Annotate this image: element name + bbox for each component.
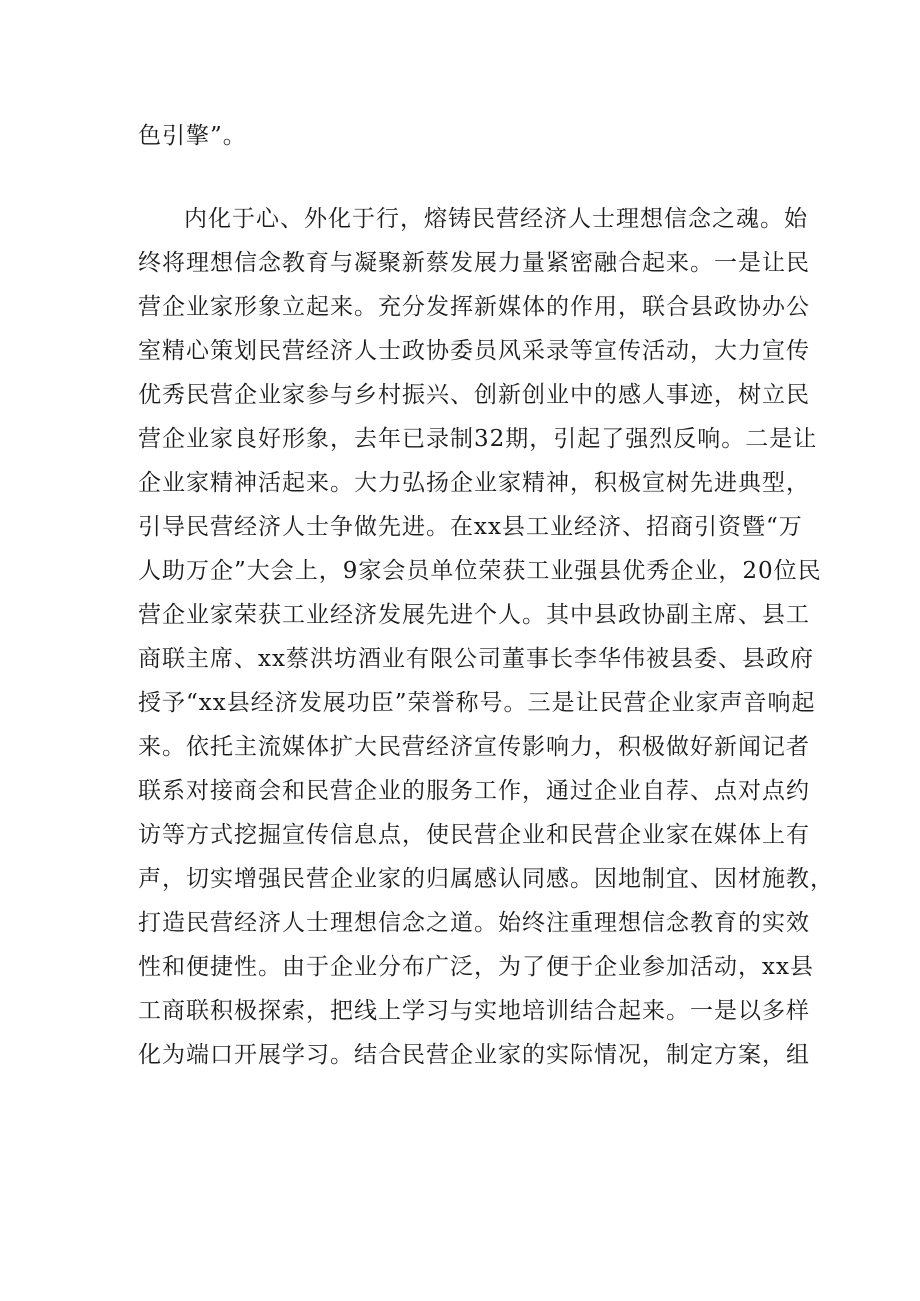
text-line: 化为端口开展学习。结合民营企业家的实际情况，制定方案，组 <box>138 1042 810 1068</box>
text-line: 授予“xx县经济发展功臣”荣誉称号。三是让民营企业家声音响起 <box>138 690 816 716</box>
paragraph-first-line: 内化于心、外化于行，熔铸民营经济人士理想信念之魂。始 <box>184 206 808 232</box>
text-line: 声，切实增强民营企业家的归属感认同感。因地制宜、因材施教， <box>138 866 834 892</box>
text-line: 终将理想信念教育与凝聚新蔡发展力量紧密融合起来。一是让民 <box>138 250 810 276</box>
text-line: 企业家精神活起来。大力弘扬企业家精神，积极宣树先进典型， <box>138 470 810 496</box>
text-line: 访等方式挖掘宣传信息点，使民营企业和民营企业家在媒体上有 <box>138 822 810 848</box>
text-line: 工商联积极探索，把线上学习与实地培训结合起来。一是以多样 <box>138 998 810 1024</box>
text-line: 打造民营经济人士理想信念之道。始终注重理想信念教育的实效 <box>138 910 810 936</box>
text-line: 引导民营经济人士争做先进。在xx县工业经济、招商引资暨“万 <box>138 514 803 540</box>
text-line: 营企业家荣获工业经济发展先进个人。其中县政协副主席、县工 <box>138 602 810 628</box>
text-line: 营企业家良好形象，去年已录制32期，引起了强烈反响。二是让 <box>138 426 818 452</box>
text-line: 色引擎”。 <box>138 123 247 149</box>
text-line: 优秀民营企业家参与乡村振兴、创新创业中的感人事迹，树立民 <box>138 382 810 408</box>
text-line: 室精心策划民营经济人士政协委员风采录等宣传活动，大力宣传 <box>138 338 810 364</box>
text-line: 人助万企”大会上，9家会员单位荣获工业强县优秀企业，20位民 <box>138 558 822 584</box>
text-line: 性和便捷性。由于企业分布广泛，为了便于企业参加活动，xx县 <box>138 954 814 980</box>
text-line: 联系对接商会和民营企业的服务工作，通过企业自荐、点对点约 <box>138 778 810 804</box>
text-line: 来。依托主流媒体扩大民营经济宣传影响力，积极做好新闻记者 <box>138 734 810 760</box>
text-line: 营企业家形象立起来。充分发挥新媒体的作用，联合县政协办公 <box>138 294 810 320</box>
text-line: 商联主席、xx蔡洪坊酒业有限公司董事长李华伟被县委、县政府 <box>138 646 814 672</box>
